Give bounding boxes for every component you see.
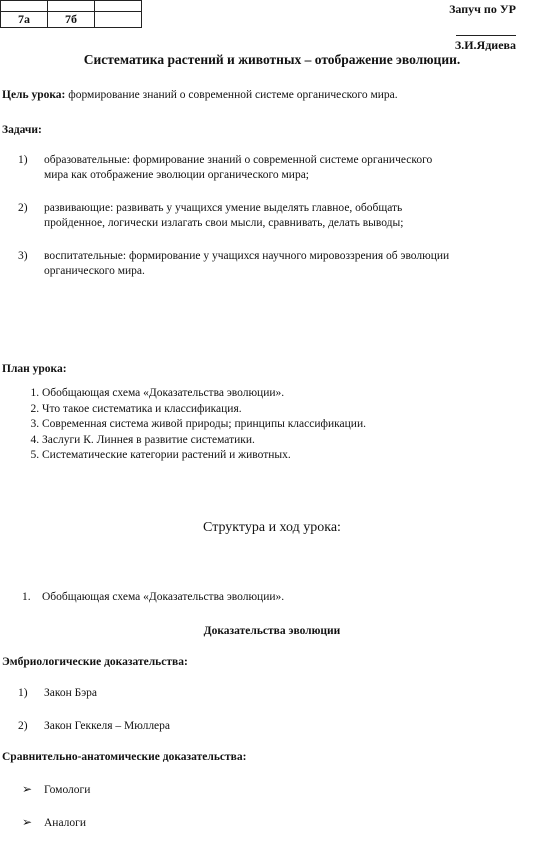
- structure-item: [22, 590, 284, 605]
- anatomy-item-2: [22, 815, 86, 830]
- arrow-bullet-icon: ➢: [22, 782, 33, 796]
- structure-num: 1.: [22, 591, 31, 603]
- plan-item: 4. Заслуги К. Линнея в развитие систематики.: [42, 433, 522, 449]
- embryo-num: 1): [18, 687, 28, 699]
- task-item-2: [18, 201, 518, 231]
- plan-list: [22, 386, 522, 464]
- tasks-label: Задачи:: [2, 124, 42, 136]
- task-item-3: [18, 249, 518, 279]
- goal-text: формирование знаний о современной системе органического мира.: [68, 89, 398, 101]
- task-num: 1): [18, 154, 28, 166]
- signature-line: [456, 23, 516, 36]
- task-line: воспитательные: формирование у учащихся научного мировоззрения об эволюции: [44, 250, 450, 262]
- task-num: 2): [18, 202, 28, 214]
- goal-label: Цель урока:: [2, 89, 66, 101]
- embryo-num: 2): [18, 720, 28, 732]
- plan-item: 3. Современная система живой природы; принципы классификации.: [42, 417, 522, 433]
- task-line: органического мира.: [44, 265, 145, 277]
- page-title: Систематика растений и животных – отображение эволюции.: [83, 52, 461, 67]
- approval-block: [396, 0, 516, 54]
- evidence-title: Доказательства эволюции: [203, 625, 341, 637]
- class-table: [0, 0, 142, 28]
- plan-label: План урока:: [2, 363, 67, 375]
- embryo-item-1: [18, 686, 97, 701]
- task-item-1: [18, 153, 518, 183]
- approval-line1: Запуч по УР: [449, 2, 516, 16]
- anatomy-text: Аналоги: [44, 817, 87, 829]
- approval-line2: З.И.Ядиева: [454, 38, 516, 52]
- structure-text: Обобщающая схема «Доказательства эволюции».: [42, 591, 285, 603]
- embryo-text: Закон Бэра: [44, 687, 98, 699]
- plan-item: 1. Обобщающая схема «Доказательства эволюции».: [42, 386, 522, 402]
- plan-item: 5. Систематические категории растений и животных.: [42, 448, 522, 464]
- arrow-bullet-icon: ➢: [22, 815, 33, 829]
- anatomy-text: Гомологи: [44, 784, 91, 796]
- class-cell-a: 7а: [1, 12, 48, 28]
- class-cell-b: 7б: [48, 12, 95, 28]
- plan-item: 2. Что такое систематика и классификация.: [42, 402, 522, 418]
- task-line: развивающие: развивать у учащихся умение выделять главное, обобщать: [44, 202, 403, 214]
- anatomy-item-1: [22, 782, 90, 797]
- task-line: пройденное, логически излагать свои мысли, сравнивать, делать выводы;: [44, 217, 404, 229]
- task-num: 3): [18, 250, 28, 262]
- structure-title: Структура и ход урока:: [203, 520, 341, 535]
- anatomy-label: Сравнительно-анатомические доказательства:: [2, 751, 247, 763]
- embryo-label: Эмбриологические доказательства:: [2, 656, 188, 668]
- embryo-text: Закон Геккеля – Мюллера: [44, 720, 171, 732]
- embryo-item-2: [18, 719, 170, 734]
- goal-line: [2, 88, 522, 103]
- task-line: образовательные: формирование знаний о современной системе органического: [44, 154, 433, 166]
- task-line: мира как отображение эволюции органического мира;: [44, 169, 310, 181]
